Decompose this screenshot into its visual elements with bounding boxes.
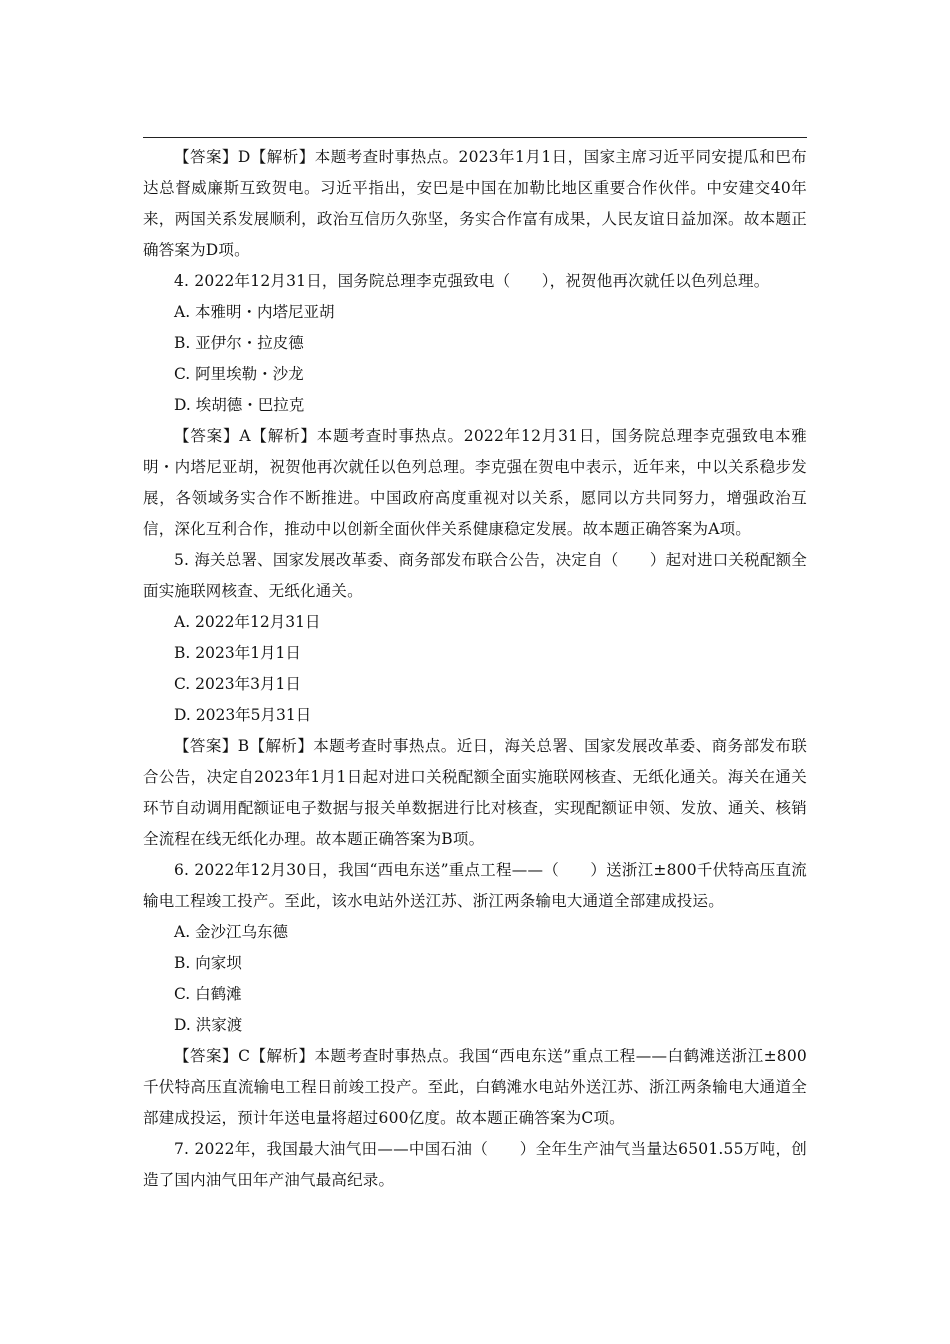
q5-option-c: C. 2023年3月1日	[174, 675, 301, 693]
answer-q5: 【答案】B【解析】本题考查时事热点。近日，海关总署、国家发展改革委、商务部发布联合公告，决定自2023年1月1日起对进口关税配额全面实施联网核查、无纸化通关。海关在通关环节自动调用配额证电子数据与报关单数据进行比对核查，实现配额证申领、发放、通关、核销全流程在线无纸化办理。故本题正确答案为B项。	[143, 737, 807, 848]
q4-option-d: D. 埃胡德・巴拉克	[174, 396, 305, 414]
question-4: 4. 2022年12月31日，国务院总理李克强致电（ ），祝贺他再次就任以色列总理。	[174, 272, 770, 290]
answer-q6: 【答案】C【解析】本题考查时事热点。我国“西电东送”重点工程——白鹤滩送浙江±800千伏特高压直流输电工程日前竣工投产。至此，白鹤滩水电站外送江苏、浙江两条输电大通道全部建成投运，预计年送电量将超过600亿度。故本题正确答案为C项。	[143, 1047, 807, 1127]
question-7: 7. 2022年，我国最大油气田——中国石油（ ）全年生产油气当量达6501.55万吨，创造了国内油气田年产油气最高纪录。	[143, 1140, 807, 1189]
q4-option-c: C. 阿里埃勒・沙龙	[174, 365, 304, 383]
q6-option-d: D. 洪家渡	[174, 1016, 243, 1034]
answer-q4: 【答案】A【解析】本题考查时事热点。2022年12月31日，国务院总理李克强致电本雅明・内塔尼亚胡，祝贺他再次就任以色列总理。李克强在贺电中表示，近年来，中以关系稳步发展，各领域务实合作不断推进。中国政府高度重视对以关系，愿同以方共同努力，增强政治互信，深化互利合作，推动中以创新全面伙伴关系健康稳定发展。故本题正确答案为A项。	[143, 427, 807, 538]
q6-option-b: B. 向家坝	[174, 954, 242, 972]
question-6: 6. 2022年12月30日，我国“西电东送”重点工程——（ ）送浙江±800千伏特高压直流输电工程竣工投产。至此，该水电站外送江苏、浙江两条输电大通道全部建成投运。	[143, 861, 807, 910]
q4-option-b: B. 亚伊尔・拉皮德	[174, 334, 304, 352]
q5-option-b: B. 2023年1月1日	[174, 644, 301, 662]
q5-option-a: A. 2022年12月31日	[174, 613, 321, 631]
q6-option-a: A. 金沙江乌东德	[174, 923, 289, 941]
q4-option-a: A. 本雅明・内塔尼亚胡	[174, 303, 335, 321]
q6-option-c: C. 白鹤滩	[174, 985, 242, 1003]
answer-q3: 【答案】D【解析】本题考查时事热点。2023年1月1日，国家主席习近平同安提瓜和巴布达总督威廉斯互致贺电。习近平指出，安巴是中国在加勒比地区重要合作伙伴。中安建交40年来，两国关系发展顺利，政治互信历久弥坚，务实合作富有成果，人民友谊日益加深。故本题正确答案为D项。	[143, 148, 807, 259]
question-5: 5. 海关总署、国家发展改革委、商务部发布联合公告，决定自（ ）起对进口关税配额全面实施联网核查、无纸化通关。	[143, 551, 807, 600]
q5-option-d: D. 2023年5月31日	[174, 706, 312, 724]
header-rule	[143, 137, 807, 138]
document-page	[143, 137, 807, 1196]
